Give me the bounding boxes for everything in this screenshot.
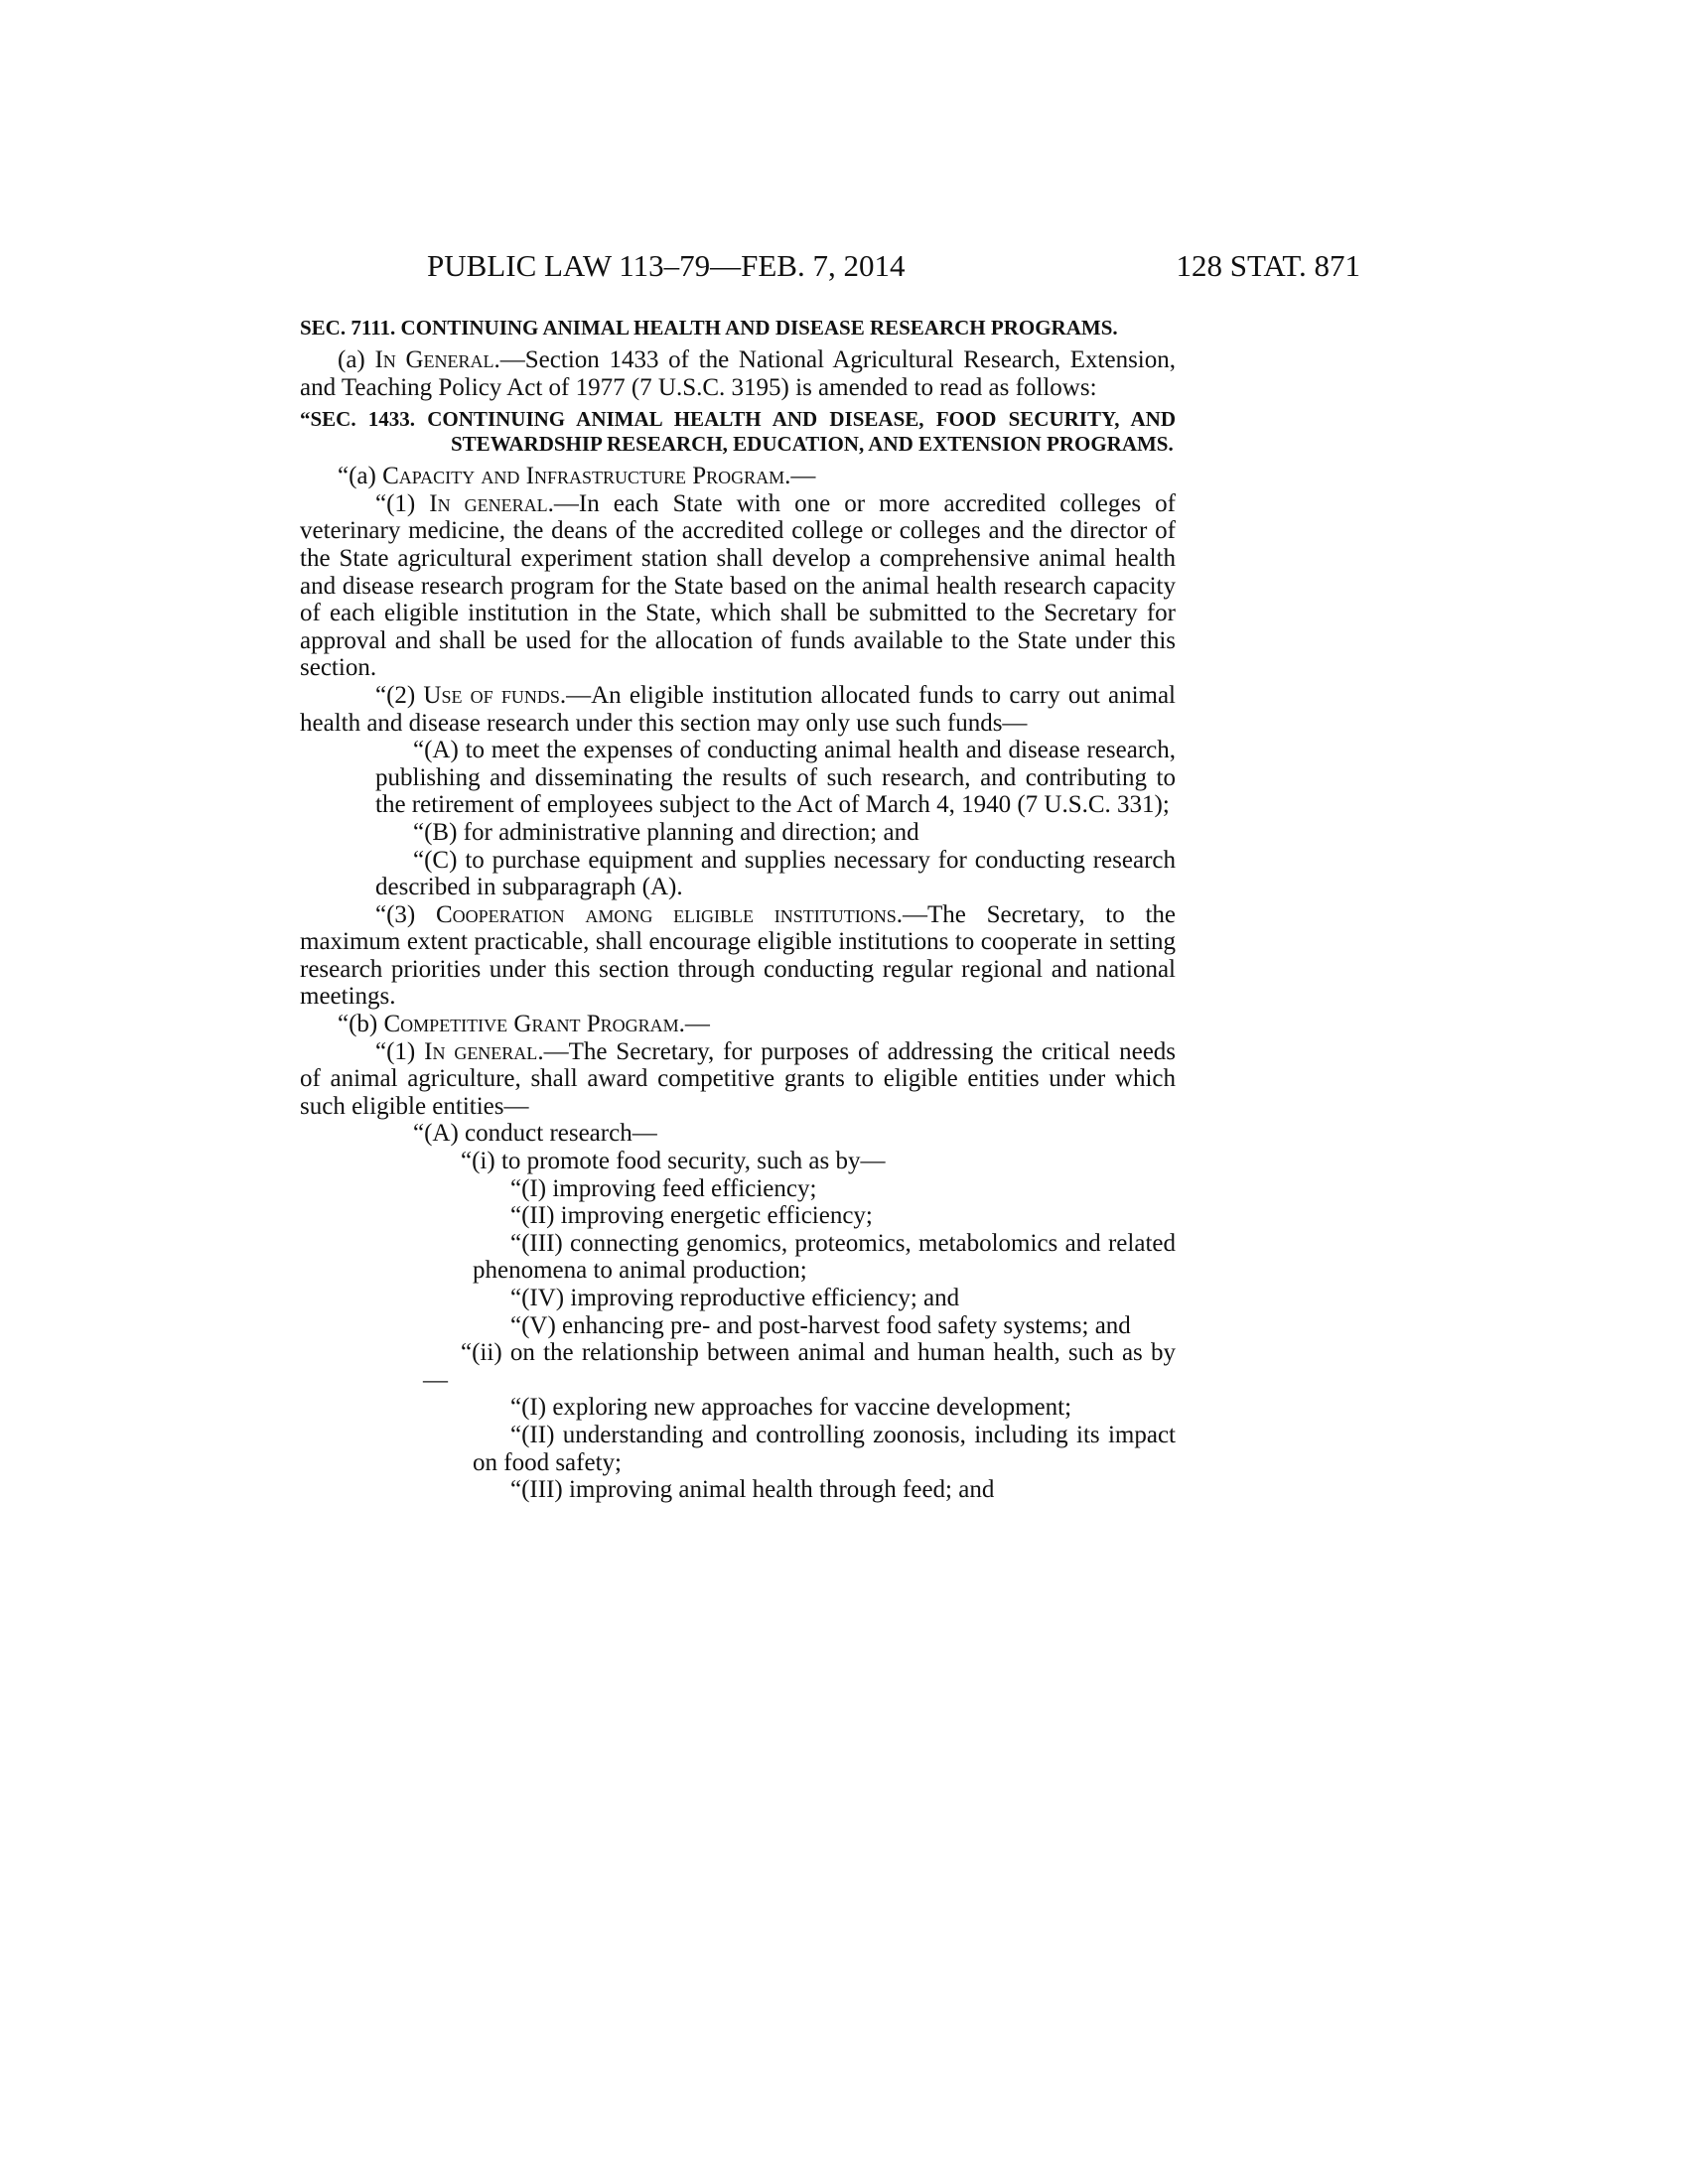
subsection-b-paragraph-1: “(1) In general.—The Secretary, for purposes of addressing the critical needs of animal agriculture, shall award competitive grants to eligible entities under which such eligible entities— (300, 1037, 1177, 1120)
subsection-a-heading: “(a) Capacity and Infrastructure Program.— (338, 463, 816, 490)
subsection-b-1-A-i: “(i) to promote food security, such as by— (461, 1148, 886, 1175)
clause-i-V: “(V) enhancing pre- and post-harvest food safety systems; and (510, 1311, 1131, 1339)
document-body (300, 316, 1176, 1504)
page-folio: 128 STAT. 871 (1176, 248, 1360, 283)
page-header (298, 248, 1360, 288)
section-1433-heading: “SEC. 1433. CONTINUING ANIMAL HEALTH AND DISEASE, FOOD SECURITY, AND STEWARDSHIP RESEARCH, EDUCATION, AND EXTENSION PROGRAMS. (300, 407, 1176, 457)
subsection-b-1-A: “(A) conduct research— (413, 1120, 657, 1148)
clause-i-IV: “(IV) improving reproductive efficiency; and (510, 1285, 960, 1311)
clause-i-II: “(II) improving energetic efficiency; (510, 1202, 873, 1230)
clause-ii-III: “(III) improving animal health through feed; and (510, 1476, 995, 1504)
running-head: PUBLIC LAW 113–79—FEB. 7, 2014 (427, 248, 906, 283)
clause-ii-II: “(II) understanding and controlling zoonosis, including its impact on food safety; (473, 1421, 1176, 1476)
subsection-a-paragraph-3: “(3) Cooperation among eligible institutions.—The Secretary, to the maximum extent practicable, shall encourage eligible institutions to cooperate in setting research priorities under this section through conducting regular regional and national meetings. (300, 900, 1177, 1011)
subsection-a-2-B: “(B) for administrative planning and direction; and (413, 818, 919, 846)
section-7111-a: (a) In General.—Section 1433 of the National Agricultural Research, Extension, and Teaching Policy Act of 1977 (7 U.S.C. 3195) is amended to read as follows: (300, 346, 1177, 401)
section-7111-heading: SEC. 7111. CONTINUING ANIMAL HEALTH AND DISEASE RESEARCH PROGRAMS. (300, 316, 1118, 340)
subsection-a-2-A: “(A) to meet the expenses of conducting animal health and disease research, publishing and disseminating the results of such research, and contributing to the retirement of employees subject to the Act of March 4, 1940 (7 U.S.C. 331); (375, 737, 1176, 819)
subsection-b-heading: “(b) Competitive Grant Program.— (338, 1011, 710, 1038)
clause-i-III: “(III) connecting genomics, proteomics, metabolomics and related phenomena to animal production; (473, 1229, 1176, 1285)
subsection-b-1-A-ii: “(ii) on the relationship between animal and human health, such as by— (423, 1339, 1176, 1394)
subsection-a-paragraph-2: “(2) Use of funds.—An eligible institution allocated funds to carry out animal health and disease research under this section may only use such funds— (300, 681, 1176, 737)
clause-ii-I: “(I) exploring new approaches for vaccine development; (510, 1394, 1072, 1422)
caption-in-general: In General (374, 346, 494, 373)
subsection-a-2-C: “(C) to purchase equipment and supplies necessary for conducting research described in subparagraph (A). (375, 846, 1176, 901)
clause-i-I: “(I) improving feed efficiency; (510, 1174, 817, 1202)
subsection-a-paragraph-1: “(1) In general.—In each State with one or more accredited colleges of veterinary medicine, the deans of the accredited college or colleges and the director of the State agricultural experiment station shall develop a comprehensive animal health and disease research program for the State based on the animal health research capacity of each eligible institution in the State, which shall be submitted to the Secretary for approval and shall be used for the allocation of funds available to the State under this section. (300, 489, 1177, 682)
